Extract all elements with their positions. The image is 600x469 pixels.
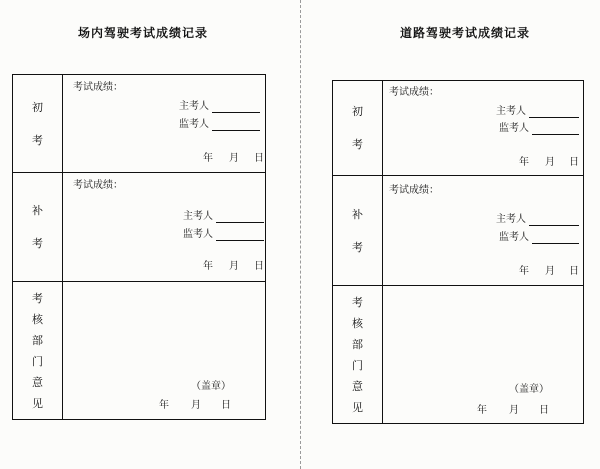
date-day: 日	[221, 400, 231, 411]
examiner-signature-line[interactable]	[529, 117, 579, 118]
examiner-label: 主考人	[179, 101, 209, 112]
proctor-signature-line[interactable]	[212, 130, 260, 131]
left-form-title: 场内驾驶考试成绩记录	[78, 26, 209, 40]
label-char: 初	[352, 105, 363, 118]
label-char: 初	[32, 100, 43, 114]
proctor-label: 监考人	[499, 232, 529, 243]
score-label: 考试成绩：	[73, 82, 123, 93]
label-char: 考	[32, 237, 43, 250]
left-retake-exam-label	[13, 173, 63, 281]
date-day: 日	[254, 261, 264, 272]
label-char: 考	[32, 291, 43, 305]
label-char: 核	[32, 312, 43, 326]
date-year: 年	[203, 153, 213, 164]
proctor-signature-line[interactable]	[216, 240, 264, 241]
right-exam-record-form	[332, 80, 584, 424]
examiner-signature-line[interactable]	[529, 225, 579, 226]
label-char: 意	[352, 379, 363, 393]
label-char: 补	[32, 204, 43, 217]
date-year: 年	[159, 400, 169, 411]
date-month: 月	[509, 405, 519, 416]
score-label: 考试成绩：	[73, 180, 123, 191]
examiner-label: 主考人	[183, 211, 213, 222]
right-form-title: 道路驾驶考试成绩记录	[400, 26, 531, 40]
label-char: 考	[352, 295, 363, 309]
date-year: 年	[519, 157, 529, 168]
label-char: 核	[352, 316, 363, 330]
date-day: 日	[569, 157, 579, 168]
label-char: 见	[352, 400, 363, 414]
label-char: 见	[32, 396, 43, 410]
label-char: 考	[352, 138, 363, 151]
left-exam-record-form	[12, 74, 266, 420]
label-char: 补	[352, 207, 363, 221]
left-assessment-opinion-section	[13, 281, 265, 419]
label-char: 部	[352, 337, 363, 351]
seal-label: （盖章）	[509, 384, 549, 395]
right-assessment-dept-label	[333, 286, 383, 423]
examiner-label: 主考人	[496, 106, 526, 117]
proctor-label: 监考人	[499, 123, 529, 134]
label-char: 门	[352, 358, 363, 372]
date-year: 年	[477, 405, 487, 416]
left-initial-exam-label	[13, 75, 63, 172]
score-label: 考试成绩：	[389, 87, 439, 98]
date-day: 日	[569, 266, 579, 277]
examiner-signature-line[interactable]	[212, 112, 260, 113]
date-month: 月	[191, 400, 201, 411]
date-month: 月	[545, 157, 555, 168]
date-year: 年	[203, 261, 213, 272]
date-month: 月	[545, 266, 555, 277]
proctor-label: 监考人	[179, 119, 209, 130]
proctor-signature-line[interactable]	[532, 243, 579, 244]
proctor-signature-line[interactable]	[532, 134, 579, 135]
left-assessment-dept-label	[13, 282, 63, 419]
date-year: 年	[519, 266, 529, 277]
label-char: 考	[352, 240, 363, 254]
right-retake-exam-section	[333, 175, 583, 285]
label-char: 意	[32, 375, 43, 389]
date-month: 月	[229, 153, 239, 164]
left-initial-exam-section	[13, 75, 265, 172]
label-char: 部	[32, 333, 43, 347]
label-char: 考	[32, 133, 43, 147]
date-day: 日	[539, 405, 549, 416]
examiner-signature-line[interactable]	[216, 222, 264, 223]
score-label: 考试成绩：	[389, 185, 439, 196]
right-retake-exam-label	[333, 176, 383, 285]
date-month: 月	[229, 261, 239, 272]
seal-label: （盖章）	[191, 381, 231, 392]
label-char: 门	[32, 354, 43, 368]
right-initial-exam-section	[333, 81, 583, 175]
date-day: 日	[254, 153, 264, 164]
left-retake-exam-section	[13, 172, 265, 281]
right-initial-exam-label	[333, 81, 383, 175]
examiner-label: 主考人	[496, 214, 526, 225]
right-assessment-opinion-section	[333, 285, 583, 423]
page-fold-line	[300, 0, 301, 469]
proctor-label: 监考人	[183, 229, 213, 240]
